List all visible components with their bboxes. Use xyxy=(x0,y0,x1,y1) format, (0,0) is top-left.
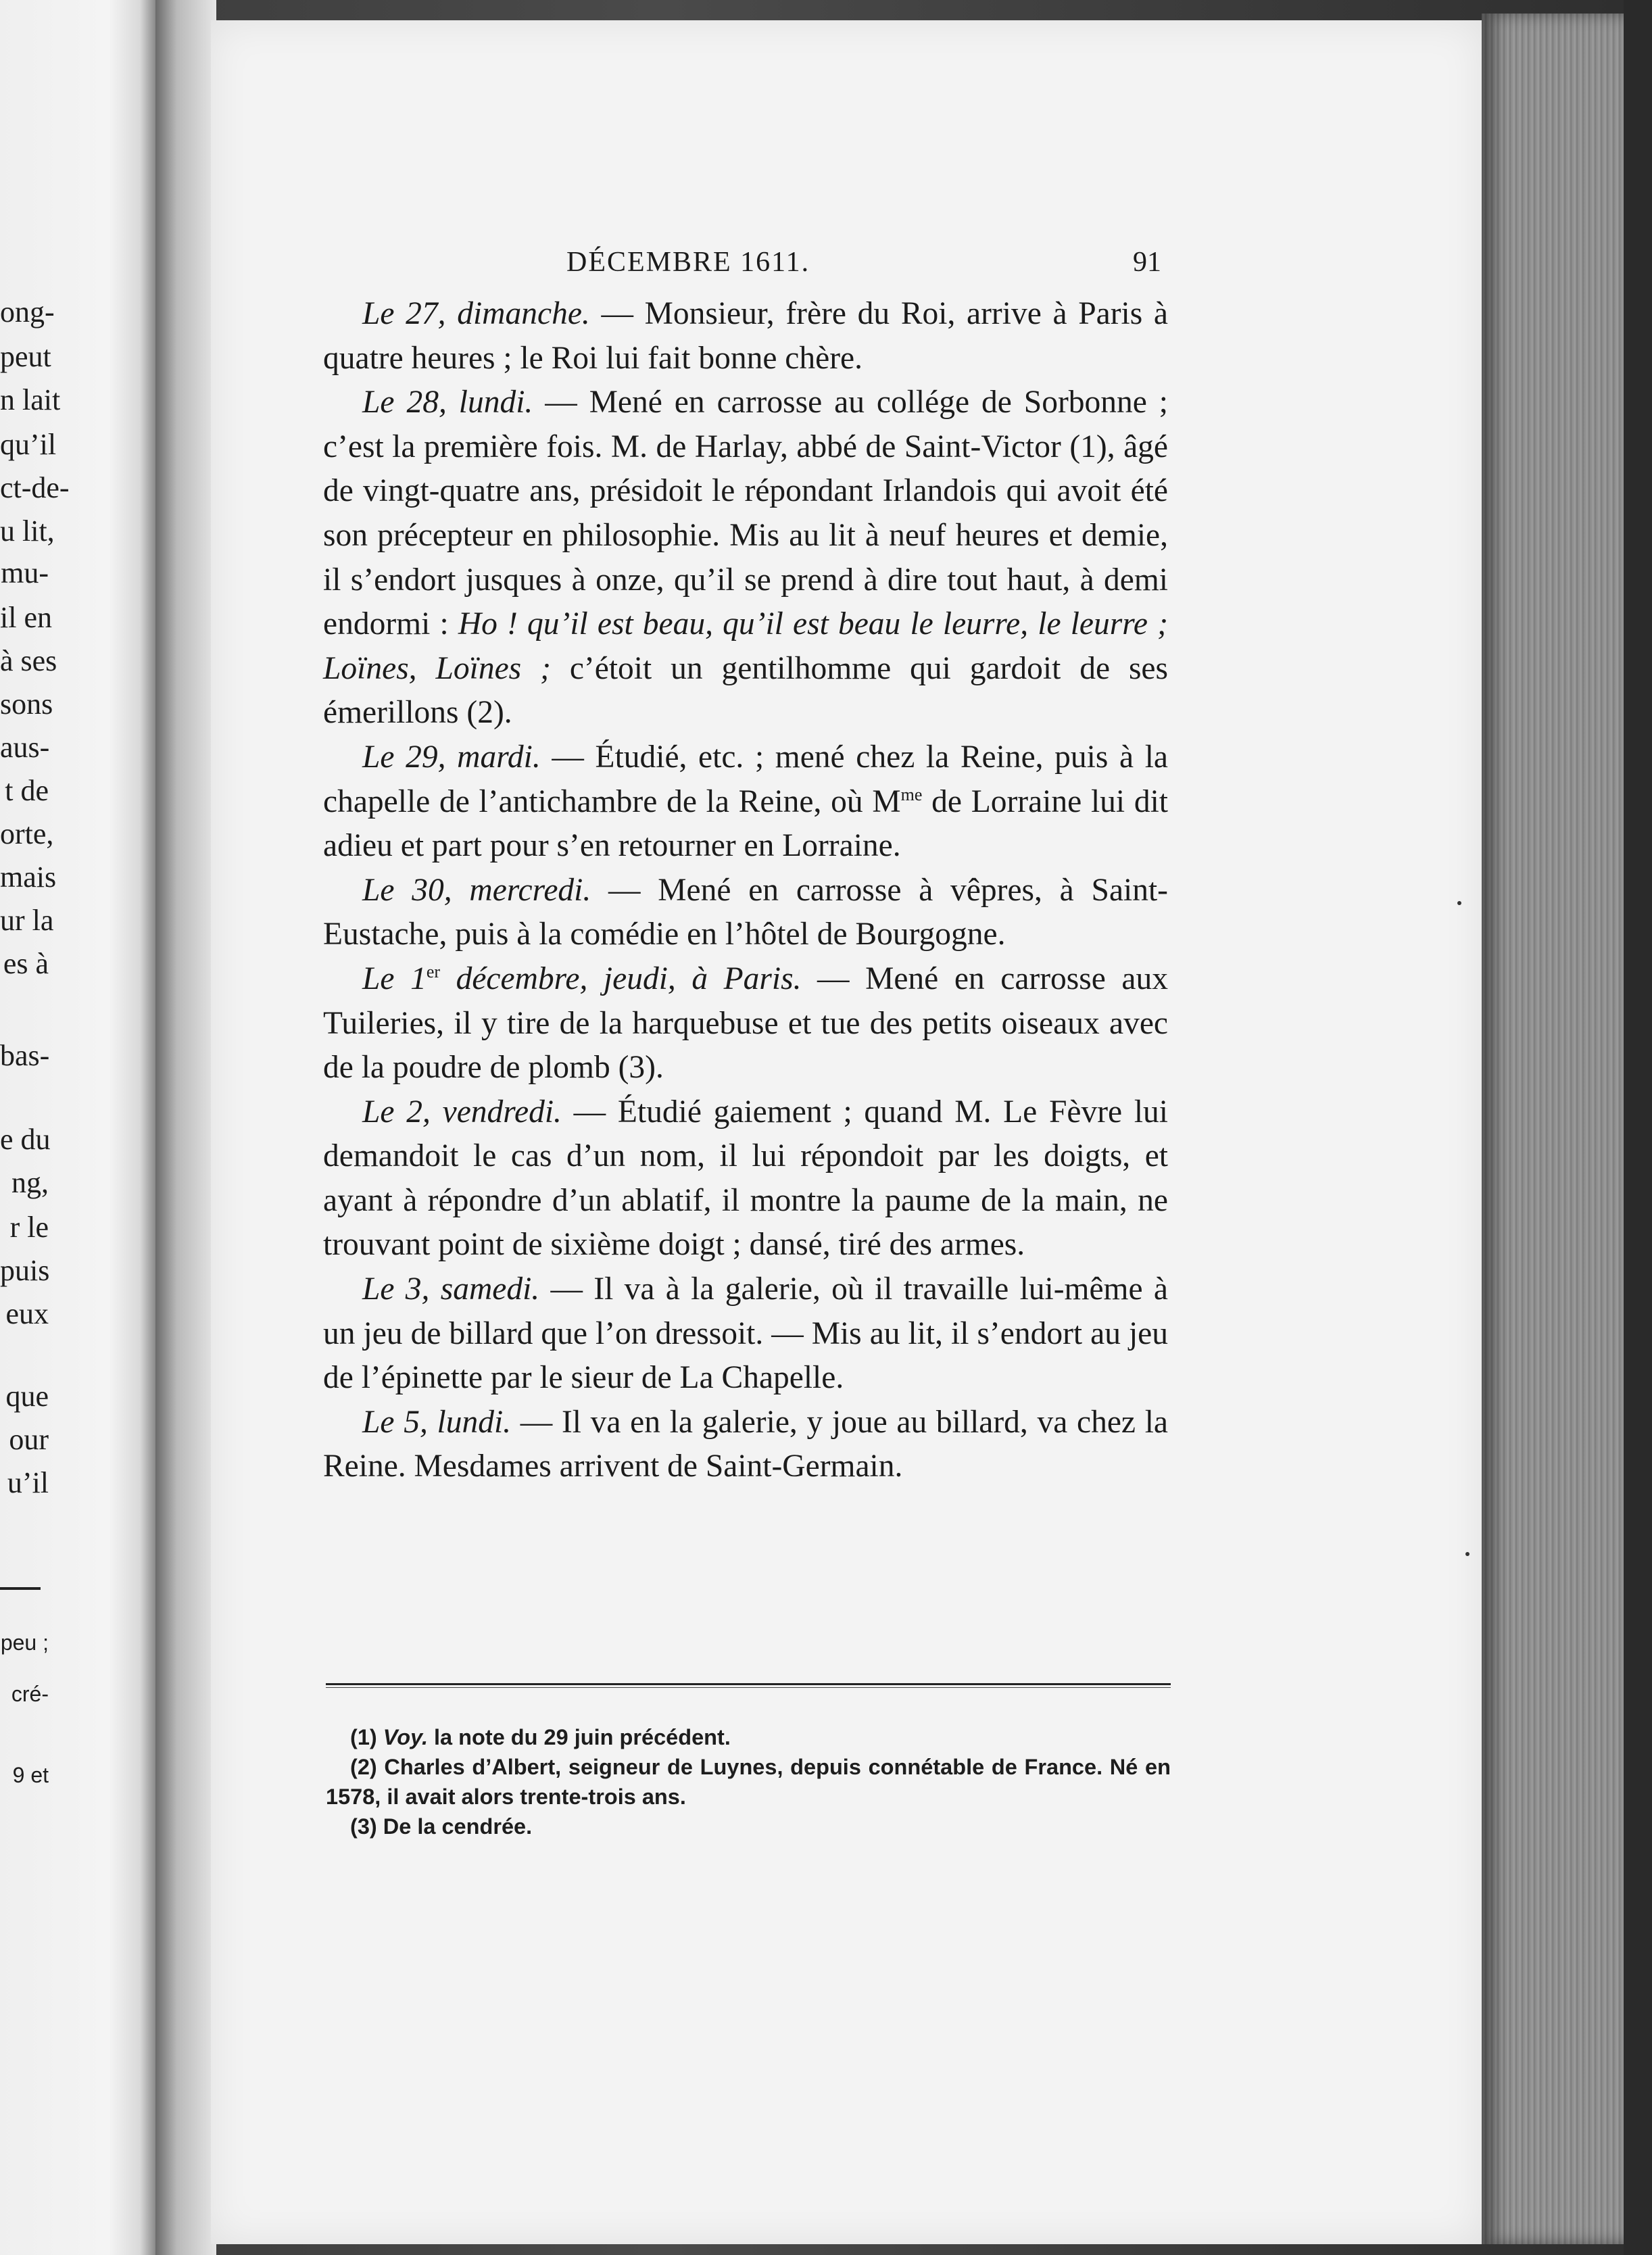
entry-date-continued: décembre, jeudi, à Paris. xyxy=(440,961,802,996)
previous-page-text-fragment: sons xyxy=(0,687,53,721)
entry-30 xyxy=(323,869,1168,957)
footnote-text: Charles d’Albert, seigneur de Luynes, depuis connétable de France. Né en 1578, il avait alors trente-trois ans. xyxy=(326,1755,1171,1809)
previous-page-text-fragment: il en xyxy=(0,601,52,634)
footnote-mark: (2) xyxy=(350,1755,377,1779)
previous-page-text-fragment: puis xyxy=(0,1254,50,1287)
entry-1-decembre xyxy=(323,957,1168,1090)
previous-page-text-fragment: que xyxy=(5,1380,49,1413)
book-gutter xyxy=(155,0,216,2255)
entry-date: Le 2, vendredi. xyxy=(362,1094,562,1130)
previous-page-text-fragment: our xyxy=(9,1423,49,1456)
previous-page-text-fragment: ong- xyxy=(0,295,55,329)
entry-text-continued: de Lorraine lui dit adieu et part pour s’en retourner en Lorraine. xyxy=(323,783,1168,864)
entry-text: — Il va en la galerie, y joue au billard, va chez la Reine. Mesdames arrivent de Saint-Germain. xyxy=(323,1404,1168,1484)
footnote-separator xyxy=(326,1683,1171,1688)
superscript: me xyxy=(900,784,923,804)
entry-27 xyxy=(323,292,1168,381)
entry-text: — Étudié gaiement ; quand M. Le Fèvre lui demandoit le cas d’un nom, il lui répondoit par les doigts, et ayant à répondre d’un ablatif, il montre la paume de la main, ne trouvant point de sixième doigt ; dansé, tiré des armes. xyxy=(323,1094,1168,1263)
previous-page-text-fragment: ct-de- xyxy=(0,471,70,504)
entry-date: Le 30, mercredi. xyxy=(362,872,591,908)
entry-quote: Ho ! qu’il est beau, qu’il est beau le leurre, le leurre ; Loïnes, Loïnes ; xyxy=(323,606,1168,686)
previous-page-text-fragment: e du xyxy=(0,1123,51,1156)
footnote-mark: (3) xyxy=(350,1814,377,1839)
previous-page-footnote-fragment: peu ; xyxy=(0,1630,49,1655)
entry-5 xyxy=(323,1401,1168,1489)
previous-page-text-fragment: eux xyxy=(5,1297,49,1330)
footnote-text: la note du 29 juin précédent. xyxy=(428,1725,731,1749)
previous-page-footnote-fragment: cré- xyxy=(11,1682,49,1706)
entry-text: — Mené en carrosse à vêpres, à Saint-Eustache, puis à la comédie en l’hôtel de Bourgogne. xyxy=(323,872,1168,952)
running-title: DÉCEMBRE 1611. xyxy=(566,247,810,278)
previous-page-text-fragment: qu’il xyxy=(0,428,57,461)
entry-date: Le 1 xyxy=(362,961,427,996)
previous-page-text-fragment: u’il xyxy=(7,1466,49,1499)
entry-date: Le 3, samedi. xyxy=(362,1271,540,1307)
previous-page-text-fragment: peut xyxy=(0,340,51,373)
previous-page-footnote-rule xyxy=(0,1587,41,1590)
previous-page-text-fragment: à ses xyxy=(0,644,57,677)
scan-speck xyxy=(1465,1552,1469,1556)
entry-date: Le 29, mardi. xyxy=(362,739,541,775)
entry-2 xyxy=(323,1090,1168,1267)
footnote-italic: Voy. xyxy=(383,1725,428,1749)
page-edges xyxy=(1482,14,1624,2244)
footnote-3 xyxy=(326,1812,1171,1841)
entry-text: — Mené en carrosse au collége de Sorbonne ; c’est la première fois. M. de Harlay, abbé de Saint-Victor (1), âgé de vingt-quatre ans, présidoit le répondant Irlandois qui avoit été son précepteur en philosophie. Mis au lit à neuf heures et demie, il s’endort jusques à onze, qu’il se prend à dire tout haut, à demi endormi : xyxy=(323,385,1168,642)
previous-page-text-fragment: ur la xyxy=(0,904,54,937)
previous-page-text-fragment: t de xyxy=(5,774,49,807)
scan-border xyxy=(1624,0,1652,2255)
scan-speck xyxy=(1457,901,1461,905)
entry-28 xyxy=(323,381,1168,735)
previous-page-text-fragment: mais xyxy=(0,860,57,894)
superscript: er xyxy=(426,962,441,982)
entry-date: Le 5, lundi. xyxy=(362,1404,512,1440)
footnotes xyxy=(326,1722,1171,1841)
previous-page-text-fragment: u lit, xyxy=(0,514,55,548)
previous-page-text-fragment: aus- xyxy=(0,731,50,764)
footnote-text: De la cendrée. xyxy=(376,1814,533,1839)
entry-date: Le 28, lundi. xyxy=(362,385,533,420)
previous-page-text-fragment: mu- xyxy=(1,556,49,589)
previous-page-text-fragment: ng, xyxy=(11,1166,49,1199)
previous-page-text-fragment: es à xyxy=(3,947,49,980)
page-number: 91 xyxy=(1133,247,1161,278)
footnote-mark: (1) xyxy=(350,1725,377,1749)
entry-date: Le 27, dimanche. xyxy=(362,296,590,331)
previous-page-text-fragment: orte, xyxy=(0,817,54,850)
entry-text: — Il va à la galerie, où il travaille lui-même à un jeu de billard que l’on dressoit. — Mis au lit, il s’endort au jeu de l’épinette par le sieur de La Chapelle. xyxy=(323,1271,1168,1396)
entry-text: — Monsieur, frère du Roi, arrive à Paris à quatre heures ; le Roi lui fait bonne chère. xyxy=(323,296,1168,376)
entry-29 xyxy=(323,735,1168,869)
entry-text: — Étudié, etc. ; mené chez la Reine, puis à la chapelle de l’antichambre de la Reine, où M xyxy=(323,739,1168,819)
footnote-1 xyxy=(326,1722,1171,1752)
page-body xyxy=(323,292,1168,1489)
entry-3 xyxy=(323,1267,1168,1401)
previous-page-text-fragment: r le xyxy=(9,1211,49,1244)
previous-page-text-fragment: n lait xyxy=(0,383,61,416)
footnote-2 xyxy=(326,1752,1171,1812)
entry-text: — Mené en carrosse aux Tuileries, il y tire de la harquebuse et tue des petits oiseaux avec de la poudre de plomb (3). xyxy=(323,961,1169,1086)
previous-page-edge xyxy=(0,0,155,2255)
entry-text-continued: c’étoit un gentilhomme qui gardoit de ses émerillons (2). xyxy=(323,650,1169,731)
previous-page-text-fragment: bas- xyxy=(0,1039,50,1072)
previous-page-footnote-fragment: 9 et xyxy=(12,1763,49,1787)
